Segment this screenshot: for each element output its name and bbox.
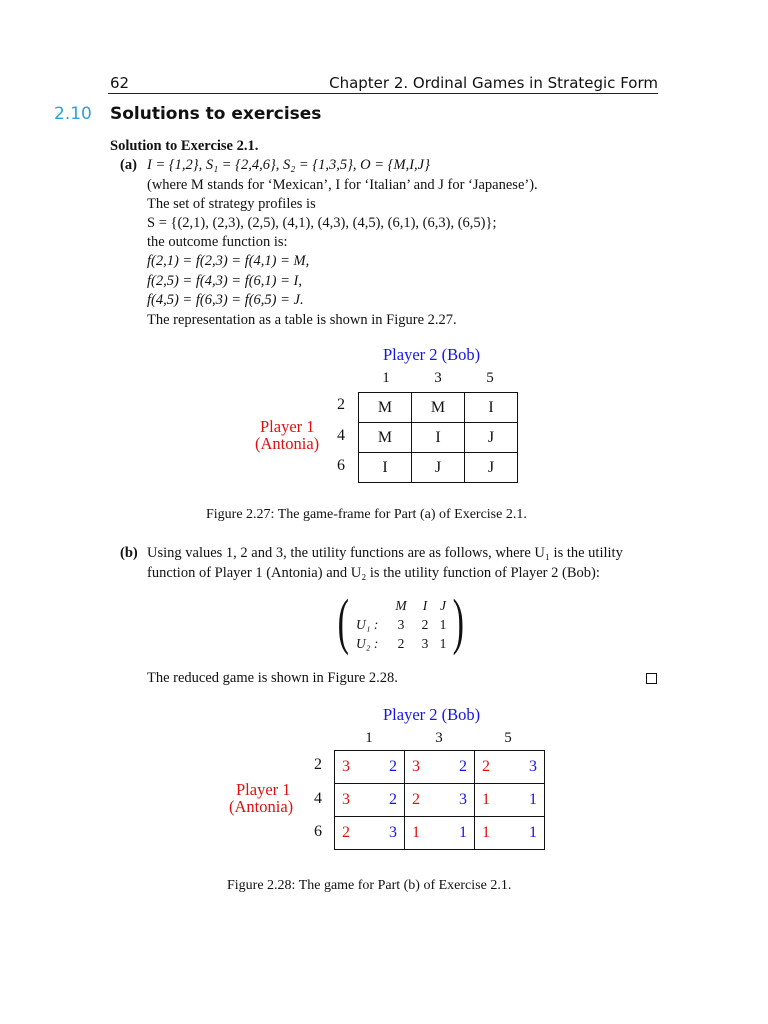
payoff-player2: 3 — [529, 758, 537, 775]
utility-value: 1 — [439, 636, 447, 651]
part-a-line: S = {(2,1), (2,3), (2,5), (4,1), (4,3), (4,5), (6,1), (6,3), (6,5)}; — [147, 215, 497, 231]
fig227-cell: J — [465, 423, 518, 453]
payoff-player2: 2 — [459, 758, 467, 775]
payoff-player1: 3 — [412, 758, 420, 775]
payoff-player1: 3 — [342, 758, 350, 775]
fig228-column-player: Player 2 (Bob) — [383, 705, 481, 724]
fig228-cell — [475, 817, 545, 850]
utility-value: 1 — [439, 617, 447, 632]
payoff-player2: 3 — [459, 791, 467, 808]
qed-square-icon — [646, 673, 657, 684]
payoff-player1: 2 — [482, 758, 490, 775]
fig227-cell: M — [359, 423, 412, 453]
payoff-player1: 2 — [342, 824, 350, 841]
fig228-payoff-table — [334, 750, 545, 850]
utility-value: 2 — [397, 636, 405, 651]
section-number: 2.10 — [54, 104, 92, 124]
fig227-col-header: 5 — [486, 370, 494, 386]
payoff-player2: 2 — [389, 758, 397, 775]
fig227-cell: I — [412, 423, 465, 453]
part-b-line1: Using values 1, 2 and 3, the utility functions are as follows, where U₁ is the utility — [147, 545, 623, 561]
fig227-row-header: 4 — [337, 427, 345, 444]
part-a-sets: I = {1,2}, S₁ = {2,4,6}, S₂ = {1,3,5}, O = {M,I,J} — [147, 157, 430, 173]
fig228-cell — [405, 817, 475, 850]
fig228-cell — [335, 817, 405, 850]
payoff-player2: 1 — [529, 791, 537, 808]
part-a-line: The representation as a table is shown in Figure 2.27. — [147, 312, 457, 328]
utility-header: J — [440, 598, 446, 613]
part-a-line: the outcome function is: — [147, 234, 288, 250]
fig228-caption: Figure 2.28: The game for Part (b) of Exercise 2.1. — [227, 878, 512, 893]
fig227-cell: J — [465, 453, 518, 483]
section-title: Solutions to exercises — [110, 104, 322, 124]
fig228-row-player-line1: Player 1 — [236, 780, 291, 799]
payoff-player2: 1 — [459, 824, 467, 841]
fig227-col-header: 1 — [382, 370, 390, 386]
payoff-player2: 1 — [529, 824, 537, 841]
fig228-row-header: 4 — [314, 790, 322, 807]
utility-row-label: U₁ : — [356, 617, 379, 632]
part-a-line: f(4,5) = f(6,3) = f(6,5) = J. — [147, 292, 304, 308]
fig227-cell: M — [412, 393, 465, 423]
chapter-title: Chapter 2. Ordinal Games in Strategic Form — [329, 74, 658, 92]
solution-title: Solution to Exercise 2.1. — [110, 138, 259, 154]
utility-row-label: U₂ : — [356, 636, 379, 651]
fig227-cell: M — [359, 393, 412, 423]
fig228-row-player-line2: (Antonia) — [229, 797, 294, 816]
fig228-row-header: 6 — [314, 823, 322, 840]
utility-value: 3 — [421, 636, 429, 651]
fig227-row-header: 2 — [337, 396, 345, 413]
fig227-game-frame-table — [358, 392, 518, 483]
part-b-label: (b) — [120, 545, 138, 561]
part-a-label: (a) — [120, 157, 137, 173]
fig227-row-player-line2: (Antonia) — [255, 434, 320, 453]
payoff-player1: 3 — [342, 791, 350, 808]
part-a-line: (where M stands for ‘Mexican’, I for ‘Italian’ and J for ‘Japanese’). — [147, 177, 538, 193]
fig228-col-header: 1 — [365, 730, 373, 746]
payoff-player1: 1 — [482, 791, 490, 808]
part-a-line: The set of strategy profiles is — [147, 196, 316, 212]
fig228-col-header: 3 — [435, 730, 443, 746]
utility-header: M — [395, 598, 407, 613]
fig227-row-header: 6 — [337, 457, 345, 474]
utility-matrix-left-paren: ( — [337, 588, 350, 656]
part-b-closing: The reduced game is shown in Figure 2.28. — [147, 670, 398, 686]
payoff-player1: 2 — [412, 791, 420, 808]
payoff-player2: 2 — [389, 791, 397, 808]
fig228-col-header: 5 — [504, 730, 512, 746]
fig228-cell — [405, 751, 475, 784]
fig227-cell: I — [359, 453, 412, 483]
utility-value: 3 — [397, 617, 405, 632]
page-number: 62 — [110, 74, 130, 92]
fig228-cell — [405, 784, 475, 817]
utility-header: I — [422, 598, 428, 613]
part-b-line2: function of Player 1 (Antonia) and U₂ is the utility function of Player 2 (Bob): — [147, 565, 600, 581]
fig227-cell: J — [412, 453, 465, 483]
fig227-caption: Figure 2.27: The game-frame for Part (a) of Exercise 2.1. — [206, 507, 527, 522]
fig227-col-header: 3 — [434, 370, 442, 386]
fig227-cell: I — [465, 393, 518, 423]
fig228-row-header: 2 — [314, 756, 322, 773]
fig228-cell — [475, 784, 545, 817]
payoff-player1: 1 — [482, 824, 490, 841]
fig228-cell — [475, 751, 545, 784]
utility-matrix-right-paren: ) — [452, 588, 465, 656]
header-rule — [108, 93, 658, 94]
fig227-column-player: Player 2 (Bob) — [383, 345, 481, 364]
part-a-line: f(2,5) = f(4,3) = f(6,1) = I, — [147, 273, 302, 289]
fig227-row-player-line1: Player 1 — [260, 417, 315, 436]
fig228-cell — [335, 784, 405, 817]
utility-value: 2 — [421, 617, 429, 632]
part-a-line: f(2,1) = f(2,3) = f(4,1) = M, — [147, 253, 310, 269]
payoff-player2: 3 — [389, 824, 397, 841]
fig228-cell — [335, 751, 405, 784]
payoff-player1: 1 — [412, 824, 420, 841]
